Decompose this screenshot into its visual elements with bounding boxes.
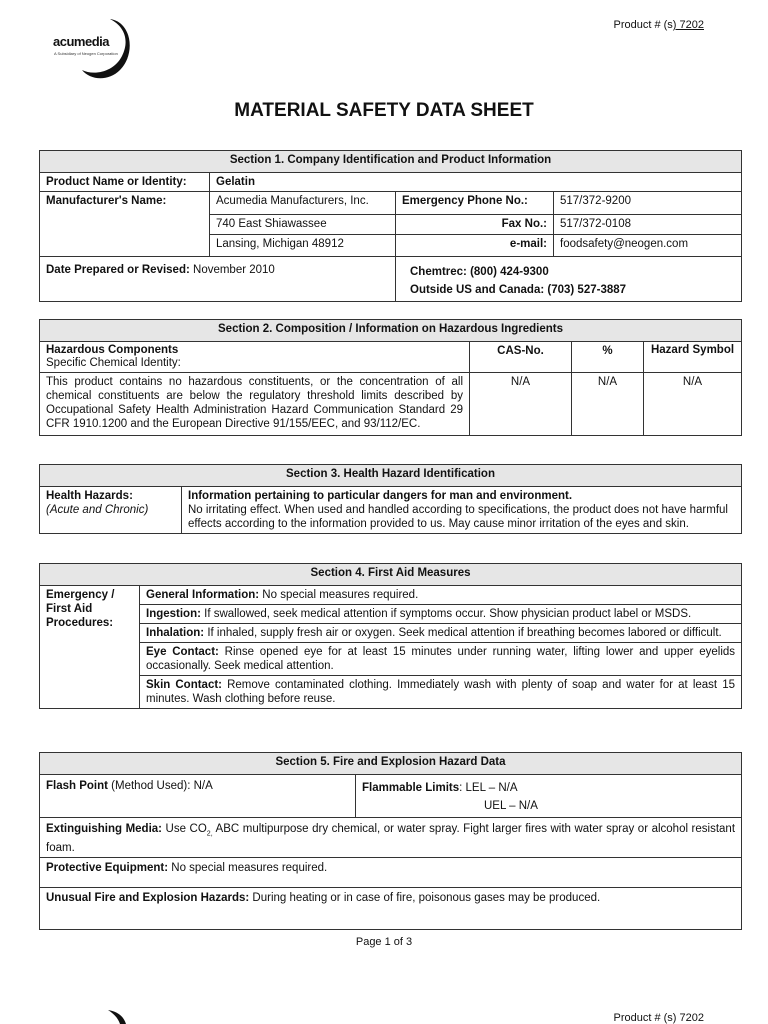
manufacturer-value: Acumedia Manufacturers, Inc. [210, 192, 396, 215]
product-number: Product # (s) 7202 [613, 19, 704, 31]
hazard-symbol-value: N/A [644, 373, 742, 436]
section-3-heading: Section 3. Health Hazard Identification [40, 465, 742, 487]
swoosh-icon [50, 14, 140, 84]
fax-value: 517/372-0108 [554, 214, 742, 234]
section-3-table [39, 464, 742, 534]
flash-point: Flash Point (Method Used): N/A [40, 775, 356, 818]
email-value: foodsafety@neogen.com [554, 234, 742, 257]
date-cell: Date Prepared or Revised: November 2010 [40, 257, 396, 302]
logo-tagline: A Subsidiary of Neogen Corporation [54, 51, 118, 56]
chemtrec-cell [396, 257, 742, 302]
section-1-table [39, 150, 742, 302]
protective-equipment: Protective Equipment: No special measures required. [40, 858, 742, 888]
product-name-value: Gelatin [210, 173, 742, 192]
section-4-table [39, 563, 742, 709]
product-number-bottom: Product # (s) 7202 [613, 1012, 704, 1024]
outside-us-phone: Outside US and Canada: (703) 527-3887 [410, 284, 627, 296]
extinguishing-media: Extinguishing Media: Use $CO_{2,}$ ABC multipurpose dry chemical, or water spray. Fight larger fires with water spray or alcohol resistant foam. [40, 818, 742, 858]
section-2-table [39, 319, 742, 436]
section-2-heading: Section 2. Composition / Information on Hazardous Ingredients [40, 320, 742, 342]
ingestion: Ingestion: If swallowed, seek medical attention if symptoms occur. Show physician product label or MSDS. [140, 605, 742, 624]
emergency-label: Emergency Phone No.: [396, 192, 554, 215]
page-number: Page 1 of 3 [355, 936, 413, 948]
skin-contact: Skin Contact: Remove contaminated clothing. Immediately wash with plenty of soap and water for at least 15 minutes. Wash clothing before reuse. [140, 676, 742, 709]
swoosh-icon-bottom [100, 1008, 130, 1024]
fax-label: Fax No.: [396, 214, 554, 234]
unusual-hazards: Unusual Fire and Explosion Hazards: During heating or in case of fire, poisonous gases may be produced. [40, 888, 742, 930]
cas-header: CAS-No. [470, 342, 572, 373]
eye-contact: Eye Contact: Rinse opened eye for at least 15 minutes under running water, lifting lower and upper eyelids occasionally. Seek medical attention. [140, 643, 742, 676]
first-aid-label: Emergency / First Aid Procedures: [40, 586, 140, 709]
address-line-2: Lansing, Michigan 48912 [210, 234, 396, 257]
section-5-table [39, 752, 742, 930]
health-hazards-label: Health Hazards: (Acute and Chronic) [40, 487, 182, 534]
section-4-heading: Section 4. First Aid Measures [40, 564, 742, 586]
product-name-label: Product Name or Identity: [40, 173, 210, 192]
cas-value: N/A [470, 373, 572, 436]
blank-cell [40, 214, 210, 234]
logo-wordmark: acumedia [53, 34, 109, 49]
components-header: Hazardous Components Specific Chemical Identity: [40, 342, 470, 373]
emergency-value: 517/372-9200 [554, 192, 742, 215]
chemtrec-phone: Chemtrec: (800) 424-9300 [410, 266, 549, 278]
hazard-symbol-header: Hazard Symbol [644, 342, 742, 373]
acumedia-logo [50, 14, 140, 84]
composition-text: This product contains no hazardous constituents, or the concentration of all chemical constituents are below the regulatory threshold limits described by Occupational Safety Health Administration Hazard Communication Standard 29 CFR 1910.1200 and the European Directive 91/155/EEC, and 93/112/EC. [40, 373, 470, 436]
blank-cell [40, 234, 210, 257]
email-label: e-mail: [396, 234, 554, 257]
general-information: General Information: No special measures required. [140, 586, 742, 605]
section-5-heading: Section 5. Fire and Explosion Hazard Data [40, 753, 742, 775]
address-line-1: 740 East Shiawassee [210, 214, 396, 234]
section-1-heading: Section 1. Company Identification and Product Information [40, 151, 742, 173]
percent-header: % [572, 342, 644, 373]
percent-value: N/A [572, 373, 644, 436]
page-title: MATERIAL SAFETY DATA SHEET [234, 100, 534, 121]
manufacturer-label: Manufacturer's Name: [40, 192, 210, 215]
inhalation: Inhalation: If inhaled, supply fresh air or oxygen. Seek medical attention if breathing becomes labored or difficult. [140, 624, 742, 643]
flammable-limits: Flammable Limits: LEL – N/A UEL – N/A [356, 775, 742, 818]
health-hazards-info: Information pertaining to particular dangers for man and environment. No irritating effect. When used and handled according to specifications, the product does not have harmful effects according to the information provided to us. May cause minor irritation of the eyes and skin. [182, 487, 742, 534]
